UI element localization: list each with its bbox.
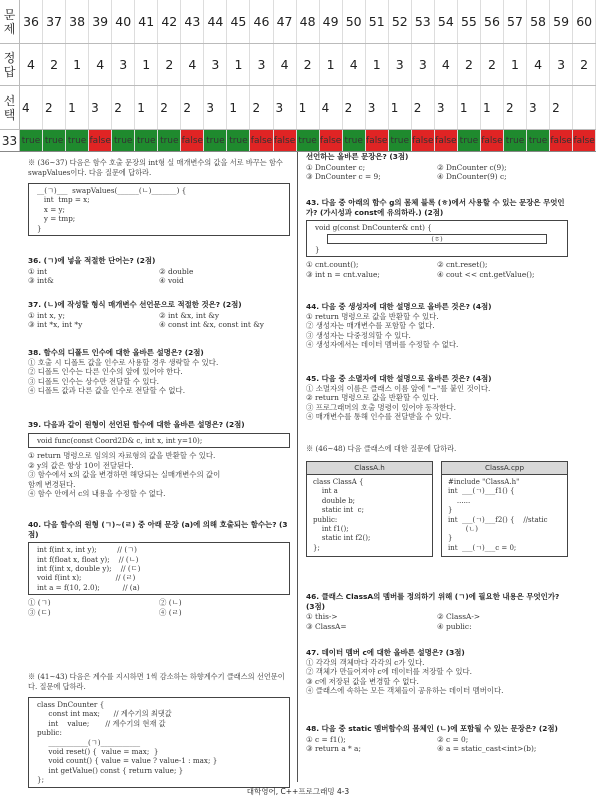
question-number-cell: 44 bbox=[204, 0, 227, 43]
option: ④ cout << cnt.getValue(); bbox=[437, 269, 535, 279]
option: ③ 생성자는 다중정의할 수 있다. bbox=[306, 330, 411, 340]
question-number-cell: 47 bbox=[274, 0, 297, 43]
correct-answer-cell: 4 bbox=[343, 44, 366, 85]
option: ① int x, y; bbox=[28, 310, 65, 320]
option: ③ int& bbox=[28, 276, 54, 286]
question-38 bbox=[28, 348, 290, 396]
option: ③ c에 저장된 값을 변경할 수 없다. bbox=[306, 676, 419, 686]
question-number-cell: 36 bbox=[20, 0, 43, 43]
selected-answer-cell: 3 bbox=[527, 86, 550, 129]
question-title: 47. 데이터 멤버 c에 대한 올바른 설명은? (3점) bbox=[306, 648, 465, 657]
result-cell: false bbox=[481, 130, 504, 151]
selected-answer-cell: 3 bbox=[204, 86, 227, 129]
question-number-cell: 38 bbox=[66, 0, 89, 43]
option: ④ (ㄹ) bbox=[159, 607, 182, 617]
selected-answer-cell: 2 bbox=[43, 86, 66, 129]
selected-answer-cell: 2 bbox=[343, 86, 366, 129]
question-43 bbox=[306, 198, 568, 279]
correct-answer-cell: 1 bbox=[227, 44, 250, 85]
selected-answer-cell: 1 bbox=[458, 86, 481, 129]
question-number-cell: 55 bbox=[458, 0, 481, 43]
question-title: 37. (ㄴ)에 작성할 형식 매개변수 선언문으로 적절한 것은? (2점) bbox=[28, 300, 242, 309]
result-cell: false bbox=[320, 130, 343, 151]
option: ④ public: bbox=[437, 621, 472, 631]
option: ④ 생성자에서는 데이터 멤버를 수정할 수 없다. bbox=[306, 340, 459, 350]
page-footer: 대학영어, C++프로그래밍 4-3 bbox=[246, 787, 350, 796]
option: ② cnt.reset(); bbox=[437, 260, 488, 269]
question-number-cell: 53 bbox=[412, 0, 435, 43]
option: ① int bbox=[28, 266, 48, 276]
question-39 bbox=[28, 420, 290, 499]
classa-h-title: ClassA.h bbox=[307, 462, 432, 475]
correct-answer-cell: 3 bbox=[389, 44, 412, 85]
option: ① return 명령으로 값을 반환할 수 있다. bbox=[306, 311, 439, 321]
result-cell: true bbox=[227, 130, 250, 151]
option: ④ DnCounter(9) c; bbox=[437, 172, 507, 182]
correct-answer-cell: 1 bbox=[504, 44, 527, 85]
option: ① 호출 시 디폴트 값을 인수로 사용할 경우 생략할 수 있다. bbox=[28, 357, 219, 367]
selected-answer-cell: 1 bbox=[389, 86, 412, 129]
code-line: int getValue() const { return value; } bbox=[37, 765, 184, 775]
selected-answer-cell: 2 bbox=[181, 86, 204, 129]
code-line: int value; // 계수기의 현재 값 bbox=[37, 718, 166, 728]
selected-answer-cell: 1 bbox=[135, 86, 158, 129]
question-number-row bbox=[0, 0, 596, 44]
code-block-func: void func(const Coord2D& c, int x, int y=10); bbox=[28, 433, 290, 448]
code-line: int a = f(10, 2.0); // (a) bbox=[37, 582, 140, 592]
selected-answer-cell: 2 bbox=[412, 86, 435, 129]
correct-answer-cell: 4 bbox=[181, 44, 204, 85]
option: ③ (ㄷ) bbox=[28, 607, 51, 617]
code-line: __(ㄱ)___ swapValues(______(ㄴ)_______) { bbox=[37, 186, 187, 195]
selected-answer-cell: 3 bbox=[435, 86, 458, 129]
exam-page bbox=[0, 152, 596, 800]
option: ② (ㄴ) bbox=[159, 598, 182, 608]
result-cell: true bbox=[43, 130, 66, 151]
option: ④ 함수 안에서 c의 내용을 수정할 수 없다. bbox=[28, 489, 166, 499]
result-cell: true bbox=[343, 130, 366, 151]
option: ② 생성자는 매개변수를 포함할 수 없다. bbox=[306, 321, 435, 331]
option: ③ return a * a; bbox=[306, 744, 361, 754]
option: ① 소멸자의 이름은 클래스 이름 앞에 "~"를 붙인 것이다. bbox=[306, 383, 491, 393]
option-list bbox=[306, 163, 568, 182]
selected-answer-cell: 4 bbox=[320, 86, 343, 129]
option: ① cnt.count(); bbox=[306, 260, 359, 269]
option: ③ 프로그래머의 호출 명령이 있어야 동작한다. bbox=[306, 402, 456, 412]
code-line: void count() { value = value ? value-1 : max; } bbox=[37, 756, 218, 766]
option: ③ ClassA= bbox=[306, 621, 347, 631]
correct-answer-cell: 3 bbox=[112, 44, 135, 85]
code-line: void reset() { value = max; } bbox=[37, 747, 159, 757]
option: ② c = 0; bbox=[437, 734, 469, 744]
code-swap bbox=[28, 180, 290, 239]
correct-answer-cell: 3 bbox=[412, 44, 435, 85]
correct-answer-cell: 4 bbox=[527, 44, 550, 85]
selected-answer-cell: 2 bbox=[158, 86, 181, 129]
question-number-cell: 39 bbox=[89, 0, 112, 43]
question-number-cell: 42 bbox=[158, 0, 181, 43]
code-block-overload bbox=[28, 542, 290, 595]
option: ③ DnCounter c = 9; bbox=[306, 172, 381, 182]
option-list bbox=[306, 612, 568, 631]
option: ④ 클래스에 속하는 모든 객체들이 공유하는 데이터 멤버이다. bbox=[306, 686, 504, 696]
selected-answer-cell: 1 bbox=[297, 86, 320, 129]
row-label-choice: 선 택 bbox=[0, 86, 20, 129]
result-cell: false bbox=[435, 130, 458, 151]
code-block-swap bbox=[28, 183, 290, 236]
selected-answer-cell: 3 bbox=[366, 86, 389, 129]
option: ② int &x, int &y bbox=[159, 310, 220, 320]
result-cell: true bbox=[158, 130, 181, 151]
question-number-cell: 37 bbox=[43, 0, 66, 43]
correct-answer-cell: 1 bbox=[366, 44, 389, 85]
result-cell: false bbox=[573, 130, 596, 151]
option-list bbox=[306, 384, 568, 422]
selected-answer-cell: 2 bbox=[550, 86, 573, 129]
option: ① this-> bbox=[306, 612, 338, 622]
result-cell: true bbox=[112, 130, 135, 151]
result-row bbox=[0, 130, 596, 152]
option: ② DnCounter c(9); bbox=[437, 162, 507, 172]
option: ③ int n = cnt.value; bbox=[306, 269, 380, 279]
question-44 bbox=[306, 302, 568, 350]
option: ③ 디폴트 인수는 상수만 전달할 수 있다. bbox=[28, 376, 159, 386]
code-line: } bbox=[315, 244, 320, 254]
question-title: 45. 다음 중 소멸자에 대한 설명으로 올바른 것은? (4점) bbox=[306, 374, 492, 383]
result-cell: true bbox=[204, 130, 227, 151]
option: ③ 함수에서 x의 값을 변경하면 해당되는 실매개변수의 값이 bbox=[28, 470, 221, 480]
question-title: 43. 다음 중 아래의 함수 g의 몸체 블록 (ㅎ)에서 사용할 수 있는 문장은 무엇인가? (가시성과 const에 유의하라.) (2점) bbox=[306, 198, 565, 217]
code-line: const int max; // 계수기의 최댓값 bbox=[37, 709, 172, 719]
option-list bbox=[28, 311, 290, 330]
question-47 bbox=[306, 648, 568, 696]
question-number-cell: 50 bbox=[343, 0, 366, 43]
question-number-cell: 59 bbox=[550, 0, 573, 43]
selected-answer-row bbox=[0, 86, 596, 130]
question-number-cell: 60 bbox=[573, 0, 596, 43]
classa-cpp-title: ClassA.cpp bbox=[442, 462, 567, 475]
result-cell: true bbox=[20, 130, 43, 151]
question-number-cell: 40 bbox=[112, 0, 135, 43]
result-cell: true bbox=[389, 130, 412, 151]
correct-answer-cell: 4 bbox=[20, 44, 43, 85]
code-line: public: bbox=[37, 728, 62, 738]
question-title: 40. 다음 함수의 원형 (ㄱ)~(ㄹ) 중 아래 문장 (a)에 의해 호출되는 함수는? (3점) bbox=[28, 520, 288, 539]
option-list bbox=[306, 260, 568, 279]
code-block-dncounter bbox=[28, 697, 290, 788]
result-cell: false bbox=[550, 130, 573, 151]
selected-answer-cell: 2 bbox=[250, 86, 273, 129]
correct-answer-cell: 2 bbox=[297, 44, 320, 85]
question-number-cell: 43 bbox=[181, 0, 204, 43]
correct-answer-cell: 3 bbox=[550, 44, 573, 85]
question-title: 46. 클래스 ClassA의 멤버를 정의하기 위해 (ㄱ)에 필요한 내용은 무엇인가? (3점) bbox=[306, 592, 560, 611]
option: ② double bbox=[159, 266, 194, 276]
column-divider bbox=[297, 152, 298, 782]
result-cell: false bbox=[366, 130, 389, 151]
option: ② ClassA-> bbox=[437, 612, 481, 622]
correct-answer-cell: 2 bbox=[481, 44, 504, 85]
code-line: int f(float x, float y); // (ㄴ) bbox=[37, 554, 139, 564]
correct-answer-cell: 4 bbox=[435, 44, 458, 85]
result-cell: true bbox=[135, 130, 158, 151]
option: ② y의 값은 항상 10이 전달된다. bbox=[28, 460, 134, 470]
option-list bbox=[28, 267, 290, 286]
score: 33 bbox=[0, 130, 20, 151]
selected-answer-cell: 4 bbox=[20, 86, 43, 129]
correct-answer-cell: 2 bbox=[43, 44, 66, 85]
option: ① DnCounter c; bbox=[306, 162, 366, 172]
question-number-cell: 51 bbox=[366, 0, 389, 43]
row-label-answer: 정 답 bbox=[0, 44, 20, 85]
code-dncounter bbox=[28, 694, 290, 791]
question-45 bbox=[306, 374, 568, 422]
classa-h-code: class ClassA { int a double b; static int c; public: int f1(); static int f2(); }; bbox=[313, 478, 371, 552]
correct-answer-cell: 1 bbox=[135, 44, 158, 85]
question-number-cell: 56 bbox=[481, 0, 504, 43]
question-number-cell: 41 bbox=[135, 0, 158, 43]
option: ② 객체가 만들어져야 c에 데이터를 저장할 수 있다. bbox=[306, 667, 472, 677]
correct-answer-cell: 2 bbox=[573, 44, 596, 85]
intro-46-48: ※ (46~48) 다음 클래스에 대한 질문에 답하라. bbox=[306, 444, 457, 453]
intro-36-37: ※ (36~37) 다음은 함수 호출 문장의 int형 실 매개변수의 값을 서로 바꾸는 함수 swapValues이다. 다음 질문에 답하라. bbox=[28, 158, 283, 177]
option-list bbox=[306, 735, 568, 754]
result-cell: true bbox=[66, 130, 89, 151]
question-number-cell: 45 bbox=[227, 0, 250, 43]
selected-answer-cell: 3 bbox=[89, 86, 112, 129]
option: ② 디폴트 인수는 다른 인수의 앞에 있어야 한다. bbox=[28, 367, 183, 377]
result-cell: true bbox=[504, 130, 527, 151]
option: ④ 매개변수를 통해 인수를 전달받을 수 있다. bbox=[306, 412, 452, 422]
correct-answer-row bbox=[0, 44, 596, 86]
code-line: void g(const DnCounter& cnt) { bbox=[315, 223, 432, 233]
row-label-question: 문 제 bbox=[0, 0, 20, 43]
option: ① 각각의 객체마다 각각의 c가 있다. bbox=[306, 657, 425, 667]
question-number-cell: 54 bbox=[435, 0, 458, 43]
code-line: x = y; bbox=[37, 204, 65, 214]
question-title: 48. 다음 중 static 멤버함수의 몸체인 (ㄴ)에 포함될 수 있는 문장은? (2점) bbox=[306, 724, 558, 733]
question-number-cell: 52 bbox=[389, 0, 412, 43]
result-cell: false bbox=[89, 130, 112, 151]
code-line: int tmp = x; bbox=[37, 195, 90, 205]
correct-answer-cell: 2 bbox=[158, 44, 181, 85]
option-list bbox=[28, 451, 290, 499]
correct-answer-cell: 2 bbox=[458, 44, 481, 85]
option: ④ const int &x, const int &y bbox=[159, 320, 264, 330]
class-tables bbox=[306, 458, 568, 557]
selected-answer-cell: 1 bbox=[66, 86, 89, 129]
classa-h-panel bbox=[306, 461, 433, 557]
code-line: class DnCounter { bbox=[37, 700, 105, 709]
question-48 bbox=[306, 724, 568, 754]
correct-answer-cell: 4 bbox=[274, 44, 297, 85]
question-title: 36. (ㄱ)에 넣을 적절한 단어는? (2점) bbox=[28, 256, 156, 265]
option: ④ a = static_cast<int>(b); bbox=[437, 744, 537, 754]
question-number-cell: 57 bbox=[504, 0, 527, 43]
result-cell: false bbox=[412, 130, 435, 151]
blank-box: (ㅎ) bbox=[327, 234, 547, 244]
option: ④ 디폴트 값과 다른 값을 인수로 전달할 수 없다. bbox=[28, 386, 186, 396]
result-cell: false bbox=[181, 130, 204, 151]
question-number-cell: 58 bbox=[527, 0, 550, 43]
answer-grid bbox=[0, 0, 596, 152]
code-line: int f(int x, double y); // (ㄷ) bbox=[37, 564, 141, 573]
correct-answer-cell: 1 bbox=[320, 44, 343, 85]
intro-41-43: ※ (41~43) 다음은 계수를 지시하면 1씩 감소하는 하향계수기 클래스의 선언문이다. 질문에 답하라. bbox=[28, 672, 285, 691]
option-list bbox=[306, 658, 568, 696]
option: ① c = f1(); bbox=[306, 734, 346, 744]
selected-answer-cell: 2 bbox=[112, 86, 135, 129]
question-number-cell: 49 bbox=[320, 0, 343, 43]
option: ① return 명령으로 임의의 자료형의 값을 반환할 수 있다. bbox=[28, 451, 216, 460]
code-line: int f(int x, int y); // (ㄱ) bbox=[37, 545, 137, 555]
question-37 bbox=[28, 300, 290, 330]
selected-answer-cell: 2 bbox=[504, 86, 527, 129]
question-40 bbox=[28, 520, 290, 617]
code-block-g bbox=[306, 220, 568, 257]
code-line: y = tmp; bbox=[37, 214, 76, 224]
question-36 bbox=[28, 256, 290, 286]
option: ① (ㄱ) bbox=[28, 598, 51, 608]
option-list bbox=[28, 598, 290, 617]
code-line: ___________(ㄱ)___________ bbox=[37, 737, 141, 747]
correct-answer-cell: 4 bbox=[89, 44, 112, 85]
selected-answer-cell bbox=[573, 86, 596, 129]
correct-answer-cell: 3 bbox=[204, 44, 227, 85]
selected-answer-cell: 1 bbox=[481, 86, 504, 129]
classa-cpp-panel bbox=[441, 461, 568, 557]
question-title: 44. 다음 중 생성자에 대한 설명으로 올바른 것은? (4점) bbox=[306, 302, 492, 311]
option-list bbox=[306, 312, 568, 350]
result-cell: true bbox=[527, 130, 550, 151]
result-cell: false bbox=[250, 130, 273, 151]
correct-answer-cell: 1 bbox=[66, 44, 89, 85]
question-number-cell: 46 bbox=[250, 0, 273, 43]
question-number-cell: 48 bbox=[297, 0, 320, 43]
result-cell: false bbox=[274, 130, 297, 151]
question-41-tail bbox=[306, 152, 568, 182]
option: ④ void bbox=[159, 276, 184, 286]
result-cell: true bbox=[458, 130, 481, 151]
selected-answer-cell: 1 bbox=[227, 86, 250, 129]
question-title: 선언하는 올바른 문장은? (3점) bbox=[306, 152, 409, 161]
code-line: } bbox=[37, 223, 42, 233]
selected-answer-cell: 3 bbox=[274, 86, 297, 129]
code-line: void f(int x); // (ㄹ) bbox=[37, 573, 136, 583]
option: 함께 변경된다. bbox=[28, 479, 76, 489]
option-list bbox=[28, 358, 290, 396]
class-table-pair bbox=[306, 461, 568, 557]
question-title: 39. 다음과 같이 원형이 선언된 함수에 대한 올바른 설명은? (2점) bbox=[28, 420, 245, 429]
option: ③ int *x, int *y bbox=[28, 320, 83, 330]
code-line: }; bbox=[37, 775, 44, 785]
option: ② return 명령으로 값을 반환할 수 있다. bbox=[306, 393, 439, 403]
result-cell: true bbox=[297, 130, 320, 151]
classa-cpp-code: #include "ClassA.h" int ___(ㄱ)___f1() { ...... } int ___(ㄱ)___f2() { //static (ㄴ) } int ___(ㄱ)___c = 0; bbox=[448, 478, 548, 552]
question-title: 38. 함수의 디폴트 인수에 대한 올바른 설명은? (2점) bbox=[28, 348, 204, 357]
correct-answer-cell: 3 bbox=[250, 44, 273, 85]
question-46 bbox=[306, 592, 568, 631]
